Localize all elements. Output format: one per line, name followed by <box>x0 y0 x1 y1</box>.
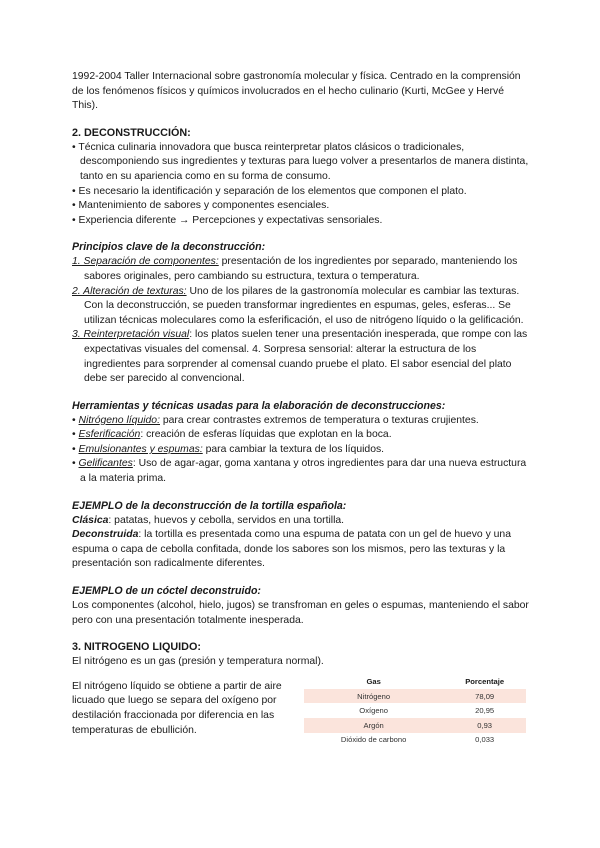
bullet-item: • Experiencia diferente → Percepciones y expectativas sensoriales. <box>72 214 383 226</box>
tool-item: • Emulsionantes y espumas: para cambiar la textura de los líquidos. <box>72 443 385 455</box>
principles-title: Principios clave de la deconstrucción: <box>72 241 266 254</box>
table-cell-percent: 20,95 <box>475 706 495 716</box>
tool-label: Esferificación <box>78 429 141 441</box>
principle-item: 1. Separación de componentes: presentación de los ingredientes por separado, manteniendo los sabores originales, pero cambiando su estructura, textura o temperatura. <box>72 256 518 282</box>
tool-label: Gelificantes <box>78 458 133 470</box>
table-cell-percent: 0,93 <box>443 718 526 733</box>
table-row <box>304 733 526 748</box>
bullet-item: • Es necesario la identificación y separación de los elementos que componen el plato. <box>72 185 467 197</box>
tortilla-title: EJEMPLO de la deconstrucción de la tortilla española: <box>72 499 347 512</box>
table-cell-gas: Oxígeno <box>359 706 388 716</box>
table-header-row <box>304 674 526 689</box>
intro-paragraph: 1992-2004 Taller Internacional sobre gastronomía molecular y física. Centrado en la comprensión de los fenómenos físicos y químicos involucrados en el hecho culinario (Kurti, McGee y Hervé This). <box>72 71 521 112</box>
table-cell-gas: Argón <box>304 718 443 733</box>
tool-label: Emulsionantes y espumas: <box>78 443 203 455</box>
table-cell-percent: 0,033 <box>475 735 495 745</box>
section-2-title: 2. DECONSTRUCCIÓN: <box>72 126 191 139</box>
section-3-title: 3. NITROGENO LIQUIDO: <box>72 641 201 654</box>
nitrogen-section <box>72 676 530 760</box>
nitrogen-gas-line: El nitrógeno es un gas (presión y temperatura normal). <box>72 656 324 668</box>
table-cell-gas: Nitrógeno <box>304 689 443 704</box>
tool-item: • Nitrógeno líquido: para crear contrastes extremos de temperatura o texturas crujientes. <box>72 414 479 426</box>
gas-composition-table <box>304 674 526 747</box>
coctel-title: EJEMPLO de un cóctel deconstruido: <box>72 585 261 598</box>
tool-label: Nitrógeno líquido: <box>78 414 160 426</box>
tool-item: • Esferificación: creación de esferas líquidas que explotan en la boca. <box>72 429 392 441</box>
coctel-text: Los componentes (alcohol, hielo, jugos) se transfroman en geles o espumas, manteniendo el sabor pero con una presentación totalmente inesperada. <box>72 600 529 626</box>
document-page <box>72 70 530 760</box>
principle-item: 2. Alteración de texturas: Uno de los pilares de la gastronomía molecular es cambiar las texturas. Con la deconstrucción, se pueden transformar ingredientes en espumas, geles, esferas... Se utilizan técnicas moleculares como la esferificación, el uso de nitrógeno líquido o la gelificación. <box>72 285 524 326</box>
table-row <box>304 718 526 733</box>
table-header-gas: Gas <box>366 676 381 686</box>
table-header-percent: Porcentaje <box>465 676 505 686</box>
principle-label: 3. Reinterpretación visual <box>72 329 190 341</box>
tortilla-clasica: Clásica: patatas, huevos y cebolla, servidos en una tortilla. <box>72 514 345 526</box>
principle-label: 2. Alteración de texturas: <box>72 285 187 297</box>
bullet-item: • Mantenimiento de sabores y componentes esenciales. <box>72 200 330 212</box>
tortilla-deconstruida: Deconstruida: la tortilla es presentada como una espuma de patata con un gel de huevo y una espuma o capa de cebolla confitada, donde los sabores son los mismos, pero las texturas y la presentación son radicalmente diferentes. <box>72 529 511 570</box>
table-row <box>304 703 526 718</box>
table-cell-gas: Dióxido de carbono <box>340 735 407 745</box>
nitrogen-paragraph: El nitrógeno líquido se obtiene a partir de aire licuado que luego se separa del oxígeno por destilación fraccionada por diferencia en las temperaturas de ebullición. <box>72 680 282 736</box>
tools-title: Herramientas y técnicas usadas para la elaboración de deconstrucciones: <box>72 399 446 412</box>
tool-item: • Gelificantes: Uso de agar-agar, goma xantana y otros ingredientes para dar una nueva estructura a la materia prima. <box>72 458 527 485</box>
table-row <box>304 689 526 704</box>
principle-label: 1. Separación de componentes: <box>72 256 219 268</box>
table-cell-percent: 78,09 <box>443 689 526 704</box>
bullet-item: • Técnica culinaria innovadora que busca reinterpretar platos clásicos o tradicionales, descomponiendo sus ingredientes y texturas para luego volver a presentarlos de manera distinta, tanto en su apariencia como en su forma de consumo. <box>72 141 529 182</box>
principle-item: 3. Reinterpretación visual: los platos suelen tener una presentación inesperada, que rompe con las expectativas visuales del comensal. 4. Sorpresa sensorial: alterar la estructura de los ingredientes para sorprender al comensal cuando pruebe el plato. El sabor esencial del plato debe ser parecido al convencional. <box>72 329 528 385</box>
